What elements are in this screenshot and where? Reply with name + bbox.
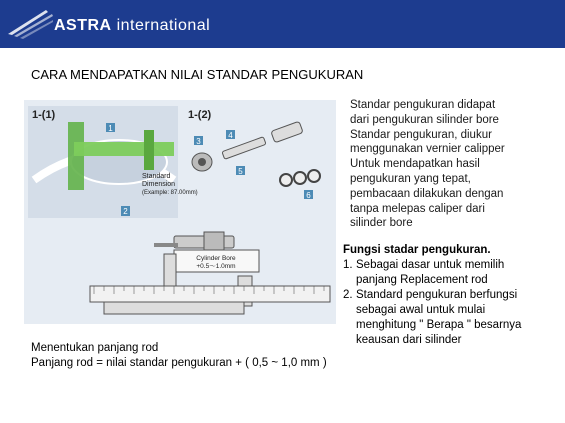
description-line: Standar pengukuran, diukur <box>350 128 492 141</box>
description-line: tanpa melepas caliper dari <box>350 202 485 215</box>
callout-6: 6 <box>306 191 311 200</box>
list-item-line: keausan dari silinder <box>356 334 462 346</box>
description-line: Untuk mendapatkan hasil <box>350 158 480 171</box>
description-text <box>350 98 555 231</box>
cylinder-bore-line2: +0.5～1.0mm <box>196 263 236 270</box>
cylinder-bore-line1: Cylinder Bore <box>196 255 236 262</box>
list-item-line: sebagai awal untuk mulai <box>356 304 486 316</box>
function-heading: Fungsi stadar pengukuran. <box>343 244 491 256</box>
standard-dimension-line2: Dimension <box>142 181 176 188</box>
panel-left-label: 1-(1) <box>32 109 56 121</box>
description-line: dari pengukuran silinder bore <box>350 113 499 126</box>
function-list <box>343 243 558 348</box>
figure-caption <box>31 341 327 370</box>
list-item-line: menghitung " Berapa " besarnya <box>356 319 522 331</box>
list-item-number: 2. <box>343 289 353 301</box>
callout-2: 2 <box>123 207 128 216</box>
description-line: pengukuran yang tepat, <box>350 172 471 185</box>
page-title: CARA MENDAPATKAN NILAI STANDAR PENGUKURAN <box>31 67 364 82</box>
list-item-line: Sebagai dasar untuk memilih <box>356 259 505 271</box>
list-item-number: 1. <box>343 259 353 271</box>
description-line: menggunakan vernier calipper <box>350 143 505 156</box>
standard-dimension-line1: Standard <box>142 173 171 180</box>
description-line: pembacaan dilakukan dengan <box>350 187 504 200</box>
description-line: silinder bore <box>350 217 413 230</box>
callout-3: 3 <box>196 137 201 146</box>
callout-1: 1 <box>108 124 113 133</box>
list-item <box>343 288 558 348</box>
callout-4: 4 <box>228 131 233 140</box>
caliper-illustration <box>24 100 336 324</box>
header-banner <box>0 0 565 48</box>
brand-name <box>54 17 210 35</box>
callout-5: 5 <box>238 167 243 176</box>
caption-line2: Panjang rod = nilai standar pengukuran + ( 0,5 ~ 1,0 mm ) <box>31 356 327 369</box>
list-item <box>343 258 558 288</box>
caption-line1: Menentukan panjang rod <box>31 342 159 354</box>
panel-right-label: 1-(2) <box>188 109 212 121</box>
description-line: Standar pengukuran didapat <box>350 99 496 111</box>
measurement-figure <box>24 100 336 324</box>
brand-bold: ASTRA <box>54 17 112 34</box>
standard-dimension-example: (Example: 87.00mm) <box>142 190 198 196</box>
astra-logo-icon <box>6 4 54 40</box>
list-item-line: Standard pengukuran berfungsi <box>356 289 518 301</box>
list-item-line: panjang Replacement rod <box>356 274 488 286</box>
brand-light: international <box>116 17 211 34</box>
